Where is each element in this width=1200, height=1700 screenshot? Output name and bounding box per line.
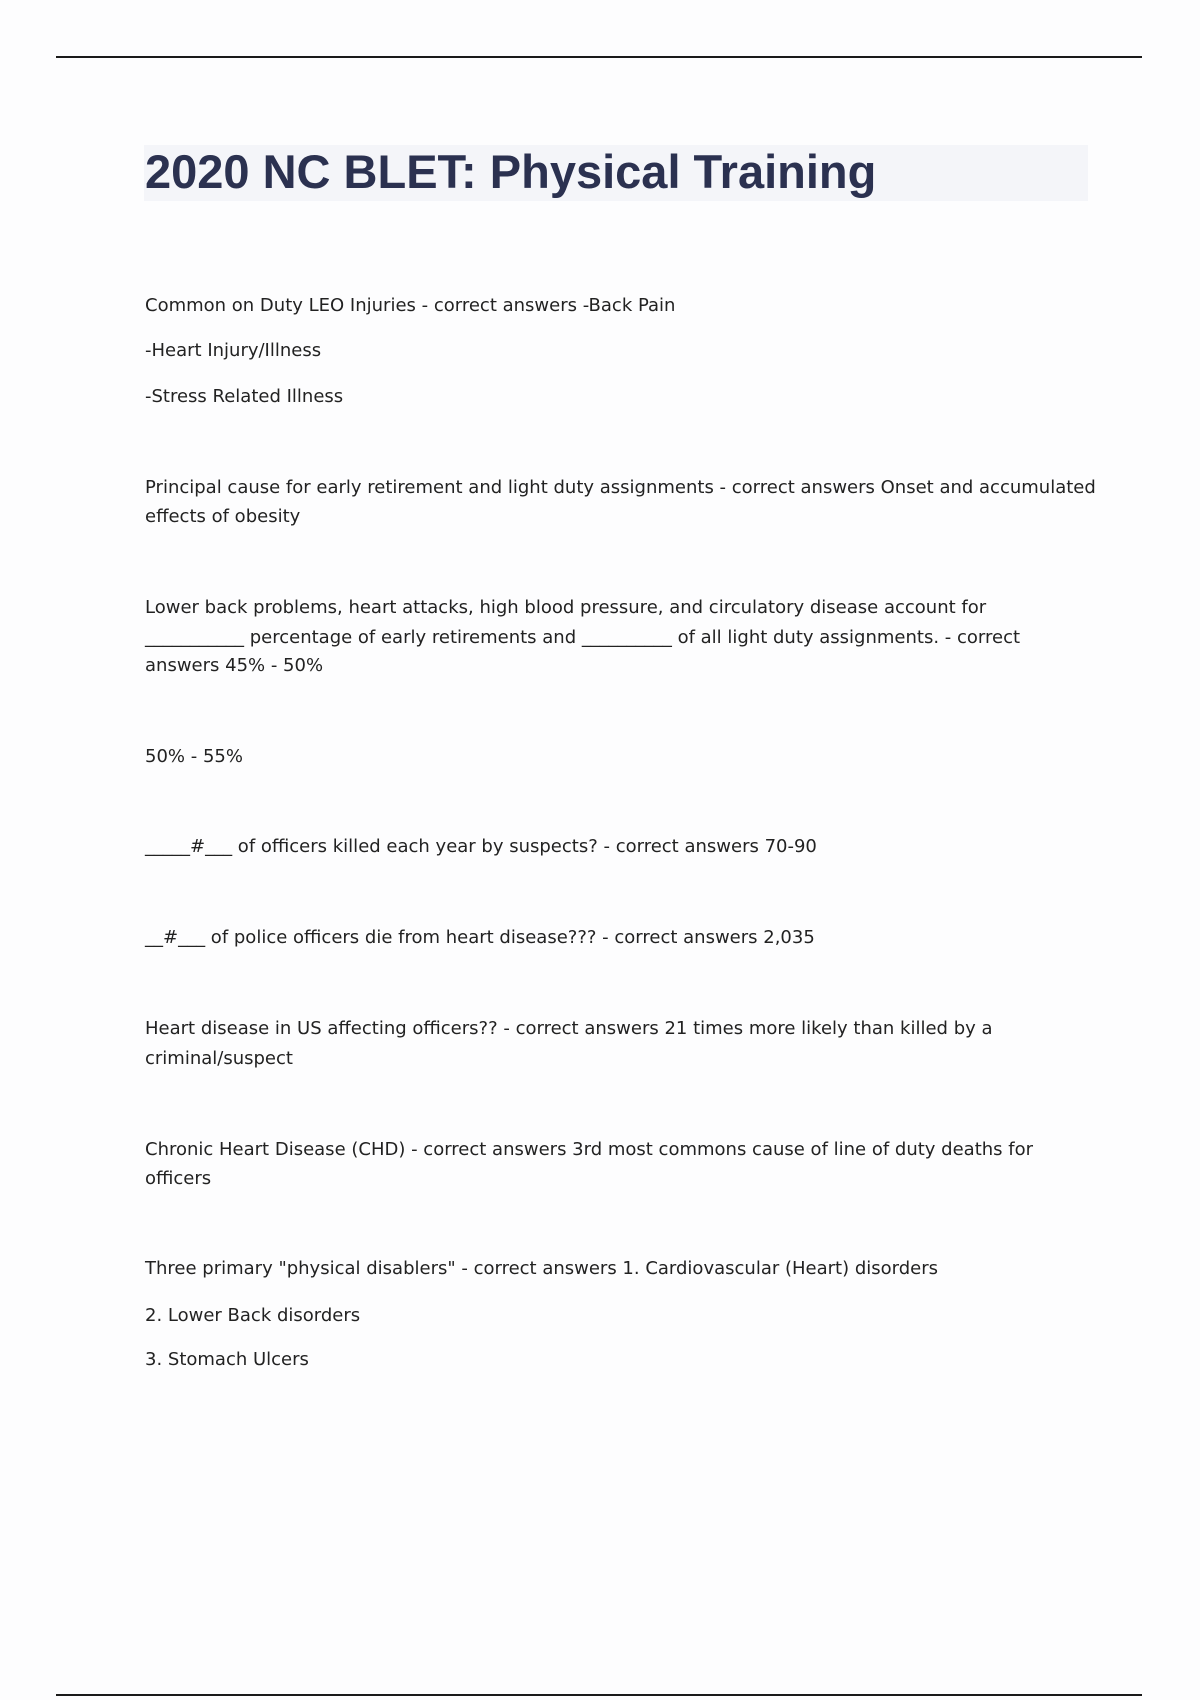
- card-1-line-2: -Heart Injury/Illness: [145, 340, 322, 361]
- card-1-line-3: -Stress Related Illness: [145, 386, 344, 407]
- card-2-line-2: effects of obesity: [145, 506, 301, 527]
- card-3-line-2: ___________ percentage of early retirements and __________ of all light duty assignments. - correct: [145, 627, 1021, 648]
- card-3-line-4: 50% - 55%: [145, 746, 243, 767]
- card-8-line-3: 3. Stomach Ulcers: [145, 1349, 309, 1370]
- card-8-line-1: Three primary "physical disablers" - correct answers 1. Cardiovascular (Heart) disorders: [145, 1258, 939, 1279]
- page-title: 2020 NC BLET: Physical Training: [145, 145, 877, 198]
- card-7-line-1: Chronic Heart Disease (CHD) - correct answers 3rd most commons cause of line of duty deaths for: [145, 1139, 1034, 1160]
- card-7-line-2: officers: [145, 1168, 212, 1189]
- card-3-line-1: Lower back problems, heart attacks, high blood pressure, and circulatory disease account for: [145, 597, 987, 618]
- card-3-line-3: answers 45% - 50%: [145, 655, 324, 676]
- card-6-line-2: criminal/suspect: [145, 1048, 293, 1069]
- card-4-line-1: _____#___ of officers killed each year by suspects? - correct answers 70-90: [145, 836, 817, 857]
- card-1-line-1: Common on Duty LEO Injuries - correct answers -Back Pain: [145, 295, 676, 316]
- bottom-rule: [56, 1694, 1142, 1696]
- top-rule: [56, 56, 1142, 58]
- card-8-line-2: 2. Lower Back disorders: [145, 1305, 361, 1326]
- card-5-line-1: __#___ of police officers die from heart disease??? - correct answers 2,035: [145, 927, 815, 948]
- card-6-line-1: Heart disease in US affecting officers?? - correct answers 21 times more likely than killed by a: [145, 1018, 993, 1039]
- card-2-line-1: Principal cause for early retirement and light duty assignments - correct answers Onset and accumulated: [145, 477, 1096, 498]
